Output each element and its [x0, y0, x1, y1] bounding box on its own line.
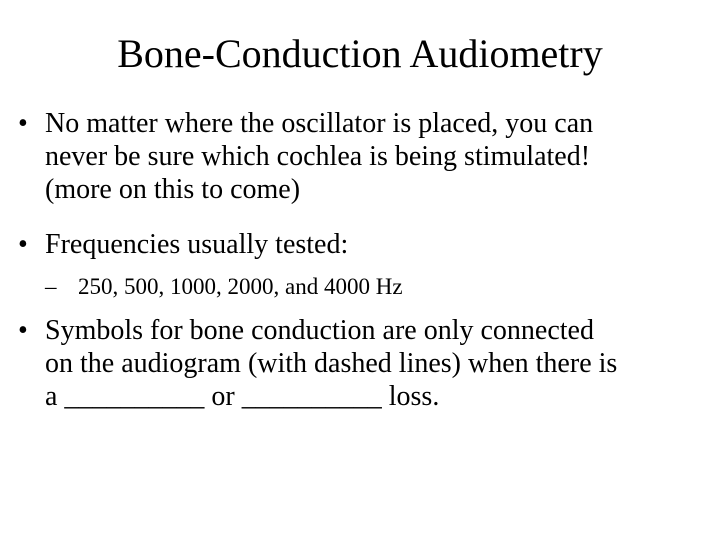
sub-bullet-text: 250, 500, 1000, 2000, and 4000 Hz [78, 274, 403, 299]
bullet-item-oscillator [0, 107, 720, 212]
bullet-item-frequencies [0, 228, 720, 261]
bullet-text: Symbols for bone conduction are only connected on the audiogram (with dashed lines) when there is a __________ or __________ loss. [45, 315, 618, 412]
bullet-text: Frequencies usually tested: [45, 229, 349, 260]
bullet-icon: • [18, 229, 28, 260]
bullet-icon: • [18, 108, 28, 139]
slide-title: Bone-Conduction Audiometry [117, 31, 603, 76]
dash-icon: – [45, 274, 57, 299]
bullet-item-symbols [0, 314, 720, 419]
bullet-icon: • [18, 315, 28, 346]
bullet-text: No matter where the oscillator is placed, you can never be sure which cochlea is being stimulated! (more on this to come) [45, 108, 594, 205]
sub-bullet-item-frequency-list [0, 273, 720, 301]
